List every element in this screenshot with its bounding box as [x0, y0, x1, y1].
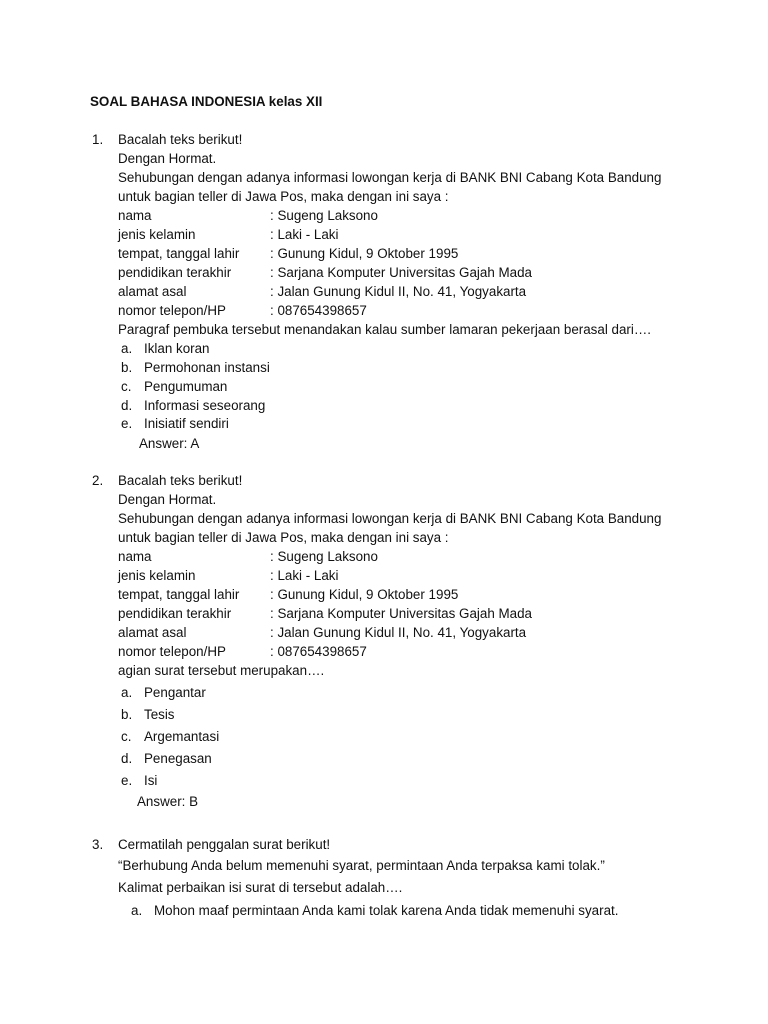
letter-intro-line-2: untuk bagian teller di Jawa Pos, maka dengan ini saya : — [118, 530, 449, 545]
field-value: : Jalan Gunung Kidul II, No. 41, Yogyakarta — [270, 625, 527, 640]
option-letter: a. — [121, 685, 133, 700]
option-text: Argemantasi — [144, 729, 220, 744]
letter-intro-line-1: Sehubungan dengan adanya informasi lowongan kerja di BANK BNI Cabang Kota Bandung — [118, 511, 662, 526]
question-instruction: Bacalah teks berikut! — [118, 473, 243, 488]
letter-intro-line-2: untuk bagian teller di Jawa Pos, maka dengan ini saya : — [118, 189, 449, 204]
field-label: nomor telepon/HP — [118, 644, 226, 659]
option-text: Informasi seseorang — [144, 398, 266, 413]
field-label: nama — [118, 208, 152, 223]
option-letter: a. — [131, 903, 143, 918]
option-text: Tesis — [144, 707, 175, 722]
field-value: : Jalan Gunung Kidul II, No. 41, Yogyakarta — [270, 284, 527, 299]
field-label: nama — [118, 549, 152, 564]
field-value: : Sarjana Komputer Universitas Gajah Mada — [270, 606, 532, 621]
field-value: : Sugeng Laksono — [270, 549, 378, 564]
field-value: : 087654398657 — [270, 303, 367, 318]
option-text: Mohon maaf permintaan Anda kami tolak karena Anda tidak memenuhi syarat. — [154, 903, 619, 918]
question-number: 1. — [92, 132, 104, 147]
option-text: Pengumuman — [144, 379, 228, 394]
option-letter: d. — [121, 398, 133, 413]
field-label: alamat asal — [118, 625, 187, 640]
option-text: Permohonan instansi — [144, 360, 270, 375]
question-number: 2. — [92, 473, 104, 488]
answer-key: Answer: B — [137, 794, 199, 809]
option-letter: b. — [121, 707, 133, 722]
field-label: tempat, tanggal lahir — [118, 246, 240, 261]
field-label: pendidikan terakhir — [118, 265, 232, 280]
question-prompt: Paragraf pembuka tersebut menandakan kalau sumber lamaran pekerjaan berasal dari…. — [118, 322, 651, 337]
question-prompt: Kalimat perbaikan isi surat di tersebut adalah…. — [118, 880, 403, 895]
field-value: : Laki - Laki — [270, 568, 339, 583]
option-letter: e. — [121, 416, 133, 431]
option-text: Penegasan — [144, 751, 212, 766]
field-value: : Laki - Laki — [270, 227, 339, 242]
letter-greeting: Dengan Hormat. — [118, 151, 217, 166]
option-text: Isi — [144, 773, 158, 788]
field-value: : 087654398657 — [270, 644, 367, 659]
field-label: jenis kelamin — [118, 227, 196, 242]
answer-key: Answer: A — [139, 436, 200, 451]
option-letter: a. — [121, 341, 133, 356]
question-instruction: Cermatilah penggalan surat berikut! — [118, 837, 331, 852]
option-letter: c. — [121, 729, 132, 744]
field-label: tempat, tanggal lahir — [118, 587, 240, 602]
quoted-sentence: “Berhubung Anda belum memenuhi syarat, permintaan Anda terpaksa kami tolak.” — [118, 858, 605, 873]
option-text: Iklan koran — [144, 341, 210, 356]
field-value: : Sarjana Komputer Universitas Gajah Mada — [270, 265, 532, 280]
field-value: : Sugeng Laksono — [270, 208, 378, 223]
option-letter: b. — [121, 360, 133, 375]
field-value: : Gunung Kidul, 9 Oktober 1995 — [270, 587, 459, 602]
option-text: Inisiatif sendiri — [144, 416, 229, 431]
option-letter: d. — [121, 751, 133, 766]
question-prompt: agian surat tersebut merupakan…. — [118, 663, 325, 678]
field-label: nomor telepon/HP — [118, 303, 226, 318]
field-label: alamat asal — [118, 284, 187, 299]
question-instruction: Bacalah teks berikut! — [118, 132, 243, 147]
letter-intro-line-1: Sehubungan dengan adanya informasi lowongan kerja di BANK BNI Cabang Kota Bandung — [118, 170, 662, 185]
letter-greeting: Dengan Hormat. — [118, 492, 217, 507]
option-letter: e. — [121, 773, 133, 788]
question-number: 3. — [92, 837, 104, 852]
page-title: SOAL BAHASA INDONESIA kelas XII — [90, 94, 323, 109]
option-letter: c. — [121, 379, 132, 394]
option-text: Pengantar — [144, 685, 206, 700]
field-value: : Gunung Kidul, 9 Oktober 1995 — [270, 246, 459, 261]
field-label: jenis kelamin — [118, 568, 196, 583]
field-label: pendidikan terakhir — [118, 606, 232, 621]
